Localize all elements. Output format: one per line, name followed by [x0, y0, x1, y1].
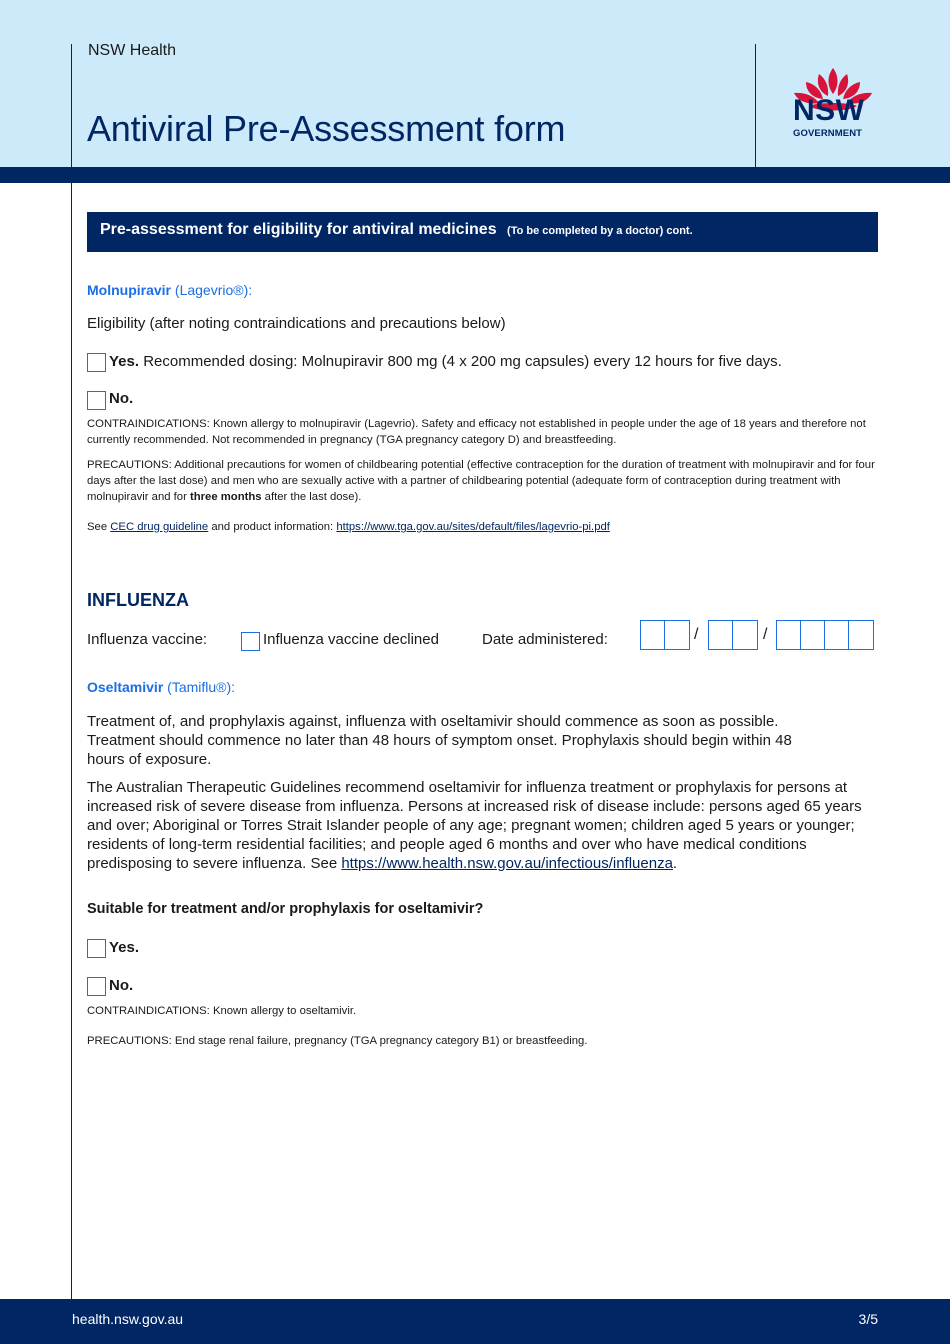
- footer-url[interactable]: health.nsw.gov.au: [72, 1311, 184, 1327]
- molnupiravir-name: Molnupiravir: [87, 282, 172, 298]
- date-administered-label: Date administered:: [482, 631, 608, 648]
- org-name: NSW Health: [88, 42, 177, 59]
- oseltamivir-no-label: [109, 977, 133, 994]
- oseltamivir-contraindications: CONTRAINDICATIONS: Known allergy to oseltamivir.: [87, 1005, 357, 1017]
- oseltamivir-para-1: Treatment of, and prophylaxis against, influenza with oseltamivir should commence as soon as possible. Treatment should commence no later than 48 hours of symptom onset. Prophylaxis should begin within 48 hours of exposure.: [87, 713, 792, 768]
- tga-pi-link[interactable]: https://www.tga.gov.au/sites/default/files/lagevrio-pi.pdf: [336, 521, 610, 533]
- see-mid: and product information:: [208, 521, 337, 533]
- molnupiravir-contraindications: CONTRAINDICATIONS: Known allergy to molnupiravir (Lagevrio). Safety and efficacy not established in people under the age of 18 years and therefore not currently recommended. Not recommended in pregnancy (TGA pregnancy category D) and breastfeeding.: [87, 418, 866, 446]
- logo-wordmark: NSW: [793, 94, 865, 127]
- date-separator: /: [694, 626, 699, 643]
- para2-end: .: [672, 855, 678, 872]
- precautions-bold: three months: [189, 491, 262, 503]
- header-divider-left: [71, 44, 72, 167]
- logo-subtitle: GOVERNMENT: [793, 128, 863, 139]
- date-day-input[interactable]: [640, 620, 690, 650]
- date-separator: /: [763, 626, 768, 643]
- banner-note: (To be completed by a doctor) cont.: [507, 225, 693, 237]
- eligibility-text: Eligibility (after noting contraindications and precautions below): [87, 315, 506, 332]
- precautions-text-a: PRECAUTIONS: Additional precautions for women of childbearing potential (effective contraception for the duration of treatment with molnupiravir and for four days after the last dose) and men who are sexually active with a partner of childbearing potential (adequate form of contraception during treatment with molnupiravir and for: [87, 459, 875, 503]
- molnupiravir-see-line: [87, 519, 877, 535]
- molnupiravir-no-label: [109, 390, 133, 407]
- header-bar: [0, 167, 950, 183]
- oseltamivir-brand: (Tamiflu®):: [163, 679, 236, 695]
- precautions-text-b: after the last dose).: [261, 491, 362, 503]
- header-divider-right: [755, 44, 756, 167]
- oseltamivir-no-checkbox[interactable]: [87, 977, 106, 996]
- molnupiravir-no-checkbox[interactable]: [87, 391, 106, 410]
- nsw-influenza-link[interactable]: https://www.health.nsw.gov.au/infectious/influenza: [341, 855, 673, 872]
- page-footer: [0, 1299, 950, 1344]
- molnupiravir-precautions: [87, 457, 877, 505]
- oseltamivir-precautions: PRECAUTIONS: End stage renal failure, pregnancy (TGA pregnancy category B1) or breastfeeding.: [87, 1035, 588, 1047]
- influenza-vaccine-label: Influenza vaccine:: [87, 631, 208, 648]
- molnupiravir-no-bold: No.: [109, 390, 134, 407]
- molnupiravir-yes-checkbox[interactable]: [87, 353, 106, 372]
- date-year-input[interactable]: [776, 620, 874, 650]
- banner-title: Pre-assessment for eligibility for antiviral medicines: [100, 221, 497, 238]
- oseltamivir-para-2: [87, 778, 882, 873]
- molnupiravir-yes-bold: Yes.: [109, 353, 140, 370]
- molnupiravir-brand: (Lagevrio®):: [171, 282, 253, 298]
- form-title: Antiviral Pre-Assessment form: [87, 108, 566, 149]
- influenza-heading: INFLUENZA: [87, 590, 189, 610]
- vaccine-declined-checkbox[interactable]: [241, 632, 260, 651]
- body-divider-left: [71, 183, 72, 1299]
- para2-text: The Australian Therapeutic Guidelines recommend oseltamivir for influenza treatment or prophylaxis for persons at increased risk of severe disease from influenza. Persons at increased risk of disease include: persons aged 65 years and over; Aboriginal or Torres Strait Islander people of any age; pregnant women; children aged 5 years or younger; residents of long-term residential facilities; and people aged 6 months and over who have medical conditions predisposing to severe influenza. See: [87, 779, 862, 872]
- cec-guideline-link[interactable]: CEC drug guideline: [110, 521, 209, 533]
- oseltamivir-yes-label: [109, 939, 139, 956]
- oseltamivir-yes-checkbox[interactable]: [87, 939, 106, 958]
- molnupiravir-yes-text: Recommended dosing: Molnupiravir 800 mg (4 x 200 mg capsules) every 12 hours for five days.: [139, 353, 782, 370]
- see-prefix: See: [87, 521, 111, 533]
- page-number: 3/5: [858, 1311, 878, 1327]
- oseltamivir-heading: [87, 679, 235, 695]
- vaccine-declined-label: Influenza vaccine declined: [263, 631, 439, 648]
- date-month-input[interactable]: [708, 620, 758, 650]
- molnupiravir-yes-label: [109, 353, 782, 370]
- oseltamivir-yes-bold: Yes.: [109, 939, 140, 956]
- oseltamivir-no-bold: No.: [109, 977, 134, 994]
- oseltamivir-name: Oseltamivir: [87, 679, 164, 695]
- molnupiravir-heading: [87, 282, 252, 298]
- section-banner: [87, 212, 878, 252]
- oseltamivir-question: Suitable for treatment and/or prophylaxis for oseltamivir?: [87, 901, 484, 917]
